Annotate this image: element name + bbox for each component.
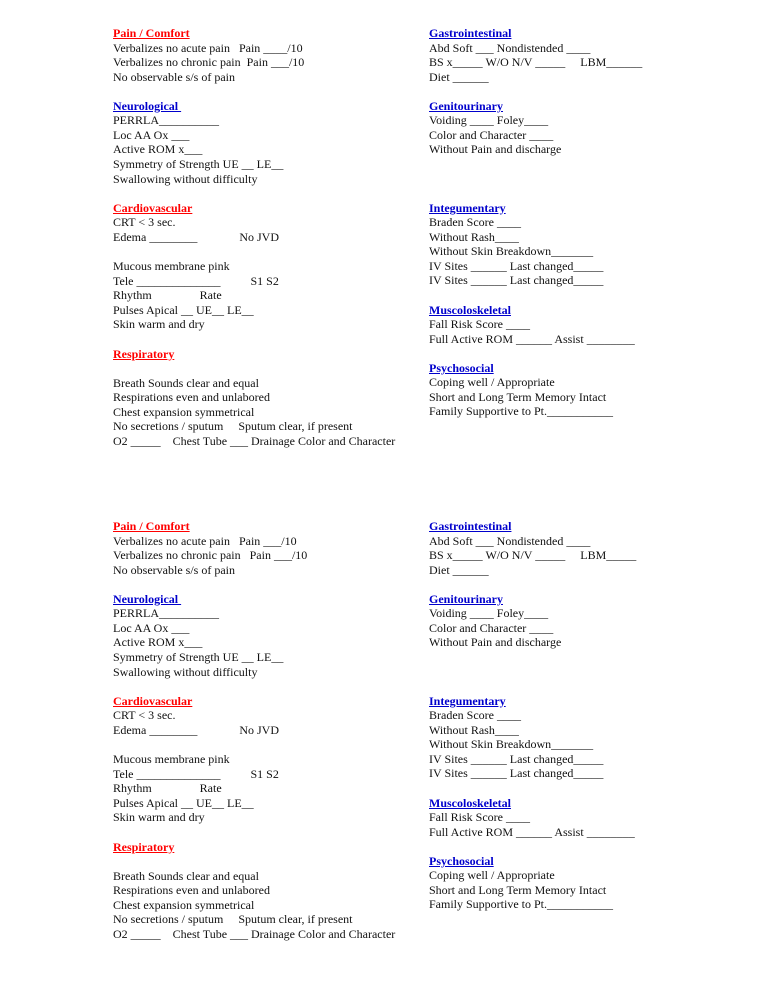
blank-line — [113, 244, 413, 259]
assessment-line: Full Active ROM ______ Assist ________ — [429, 824, 635, 839]
assessment-line: IV Sites ______ Last changed_____ — [429, 273, 604, 288]
assessment-line: Pulses Apical __ UE__ LE__ — [113, 302, 254, 317]
assessment-line: Respirations even and unlabored — [113, 883, 270, 898]
assessment-line: Abd Soft ___ Nondistended ____ — [429, 40, 591, 55]
assessment-line: Verbalizes no acute pain Pain ___/10 — [113, 533, 297, 548]
assessment-line: Coping well / Appropriate — [429, 375, 555, 390]
left-column — [113, 519, 413, 942]
assessment-line: No secretions / sputum Sputum clear, if present — [113, 912, 353, 927]
assessment-line: Mucous membrane pink — [113, 259, 230, 274]
assessment-line: Swallowing without difficulty — [113, 664, 258, 679]
assessment-line: Without Rash____ — [429, 722, 519, 737]
assessment-line: Rhythm Rate — [113, 288, 222, 303]
section-heading: Respiratory — [113, 839, 175, 854]
assessment-line: IV Sites ______ Last changed_____ — [429, 258, 604, 273]
assessment-line: O2 _____ Chest Tube ___ Drainage Color and Character — [113, 433, 396, 448]
assessment-line: Family Supportive to Pt.___________ — [429, 404, 614, 419]
section-gastrointestinal — [429, 519, 729, 577]
section-respiratory — [113, 840, 413, 942]
assessment-line: Skin warm and dry — [113, 317, 205, 332]
assessment-line: PERRLA__________ — [113, 113, 220, 128]
right-column — [429, 519, 729, 912]
assessment-line: Active ROM x___ — [113, 635, 203, 650]
assessment-line: Color and Character ____ — [429, 620, 554, 635]
assessment-line: Active ROM x___ — [113, 142, 203, 157]
blank-line — [113, 854, 413, 869]
section-heading: Neurological — [113, 98, 182, 113]
assessment-line: Tele ______________ S1 S2 — [113, 273, 279, 288]
assessment-line: Diet ______ — [429, 69, 489, 84]
assessment-line: Abd Soft ___ Nondistended ____ — [429, 533, 591, 548]
assessment-line: Respirations even and unlabored — [113, 390, 270, 405]
section-heading: Neurological — [113, 591, 182, 606]
assessment-line: Chest expansion symmetrical — [113, 897, 255, 912]
section-muscoloskeletal — [429, 796, 729, 840]
assessment-line: Coping well / Appropriate — [429, 868, 555, 883]
assessment-line: Rhythm Rate — [113, 781, 222, 796]
assessment-line: No observable s/s of pain — [113, 69, 235, 84]
section-muscoloskeletal — [429, 303, 729, 347]
assessment-line: Loc AA Ox ___ — [113, 127, 190, 142]
section-psychosocial — [429, 854, 729, 912]
assessment-line: Short and Long Term Memory Intact — [429, 882, 607, 897]
assessment-line: Without Pain and discharge — [429, 142, 562, 157]
assessment-line: Breath Sounds clear and equal — [113, 868, 259, 883]
assessment-line: Verbalizes no chronic pain Pain ___/10 — [113, 55, 305, 70]
assessment-line: No observable s/s of pain — [113, 562, 235, 577]
assessment-line: Chest expansion symmetrical — [113, 404, 255, 419]
assessment-line: Full Active ROM ______ Assist ________ — [429, 331, 635, 346]
section-integumentary — [429, 201, 729, 288]
assessment-line: Family Supportive to Pt.___________ — [429, 897, 614, 912]
assessment-line: Breath Sounds clear and equal — [113, 375, 259, 390]
assessment-line: Voiding ____ Foley____ — [429, 606, 549, 621]
assessment-line: PERRLA__________ — [113, 606, 220, 621]
assessment-line: Diet ______ — [429, 562, 489, 577]
section-integumentary — [429, 694, 729, 781]
section-heading: Genitourinary — [429, 98, 503, 113]
section-heading: Cardiovascular — [113, 693, 193, 708]
assessment-line: Without Pain and discharge — [429, 635, 562, 650]
assessment-line: Swallowing without difficulty — [113, 171, 258, 186]
assessment-line: Voiding ____ Foley____ — [429, 113, 549, 128]
section-heading: Cardiovascular — [113, 200, 193, 215]
assessment-line: Braden Score ____ — [429, 708, 521, 723]
section-genitourinary — [429, 99, 729, 157]
assessment-line: Verbalizes no acute pain Pain ____/10 — [113, 40, 303, 55]
assessment-line: BS x_____ W/O N/V _____ LBM_____ — [429, 548, 637, 563]
assessment-line: Edema ________ No JVD — [113, 722, 279, 737]
assessment-line: IV Sites ______ Last changed_____ — [429, 751, 604, 766]
section-cardiovascular — [113, 694, 413, 825]
section-heading: Muscoloskeletal — [429, 302, 511, 317]
section-heading: Respiratory — [113, 346, 175, 361]
section-heading: Pain / Comfort — [113, 26, 190, 40]
assessment-line: Without Skin Breakdown_______ — [429, 244, 594, 259]
section-heading: Pain / Comfort — [113, 519, 190, 533]
section-pain-comfort — [113, 26, 413, 84]
assessment-line: Symmetry of Strength UE __ LE__ — [113, 157, 284, 172]
assessment-line: No secretions / sputum Sputum clear, if present — [113, 419, 353, 434]
assessment-line: IV Sites ______ Last changed_____ — [429, 766, 604, 781]
assessment-line: Short and Long Term Memory Intact — [429, 389, 607, 404]
section-pain-comfort — [113, 519, 413, 577]
assessment-line: Color and Character ____ — [429, 127, 554, 142]
assessment-form-1 — [0, 26, 768, 506]
section-heading: Gastrointestinal — [429, 26, 512, 40]
assessment-line: BS x_____ W/O N/V _____ LBM______ — [429, 55, 643, 70]
assessment-line: Mucous membrane pink — [113, 752, 230, 767]
blank-line — [113, 361, 413, 376]
section-gastrointestinal — [429, 26, 729, 84]
assessment-line: Verbalizes no chronic pain Pain ___/10 — [113, 548, 308, 563]
section-neurological — [113, 592, 413, 679]
assessment-line: Loc AA Ox ___ — [113, 620, 190, 635]
section-cardiovascular — [113, 201, 413, 332]
section-genitourinary — [429, 592, 729, 650]
assessment-line: Fall Risk Score ____ — [429, 317, 530, 332]
assessment-line: Tele ______________ S1 S2 — [113, 766, 279, 781]
section-heading: Gastrointestinal — [429, 519, 512, 533]
assessment-line: Fall Risk Score ____ — [429, 810, 530, 825]
section-heading: Psychosocial — [429, 853, 494, 868]
assessment-line: Braden Score ____ — [429, 215, 521, 230]
section-heading: Psychosocial — [429, 360, 494, 375]
assessment-line: CRT < 3 sec. — [113, 215, 176, 230]
blank-line — [113, 737, 413, 752]
assessment-form-2 — [0, 519, 768, 999]
section-heading: Muscoloskeletal — [429, 795, 511, 810]
assessment-line: CRT < 3 sec. — [113, 708, 176, 723]
assessment-line: Skin warm and dry — [113, 810, 205, 825]
assessment-line: Pulses Apical __ UE__ LE__ — [113, 795, 254, 810]
assessment-line: Edema ________ No JVD — [113, 229, 279, 244]
assessment-line: Without Rash____ — [429, 229, 519, 244]
right-column — [429, 26, 729, 419]
section-neurological — [113, 99, 413, 186]
left-column — [113, 26, 413, 449]
assessment-line: Without Skin Breakdown_______ — [429, 737, 594, 752]
section-heading: Integumentary — [429, 693, 506, 708]
section-heading: Genitourinary — [429, 591, 503, 606]
assessment-line: O2 _____ Chest Tube ___ Drainage Color and Character — [113, 926, 396, 941]
section-heading: Integumentary — [429, 200, 506, 215]
assessment-line: Symmetry of Strength UE __ LE__ — [113, 650, 284, 665]
section-respiratory — [113, 347, 413, 449]
section-psychosocial — [429, 361, 729, 419]
